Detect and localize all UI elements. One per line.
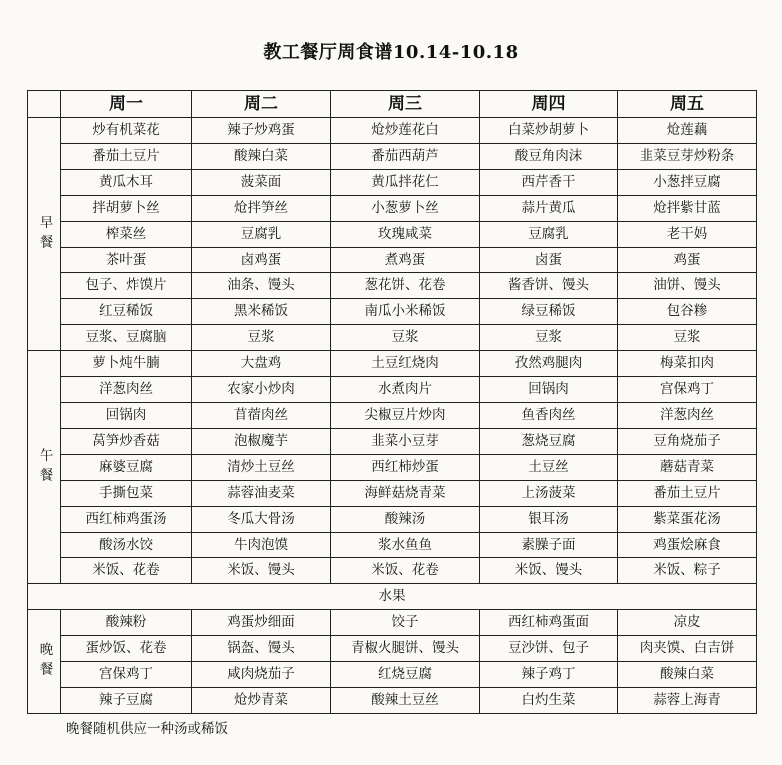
dish-cell: 豆腐乳 [480, 221, 618, 247]
lunch-label: 午餐 [28, 351, 61, 584]
dish-cell: 银耳汤 [480, 506, 618, 532]
menu-table [27, 90, 757, 714]
dish-cell: 凉皮 [618, 610, 757, 636]
dish-cell: 酸豆角肉沫 [480, 143, 618, 169]
dish-cell: 拌胡萝卜丝 [61, 195, 192, 221]
dish-cell: 孜然鸡腿肉 [480, 351, 618, 377]
dish-cell: 小葱萝卜丝 [331, 195, 480, 221]
lunch-row [28, 428, 757, 454]
dish-cell: 鸡蛋 [618, 247, 757, 273]
dish-cell: 手撕包菜 [61, 480, 192, 506]
dish-cell: 锅盔、馒头 [192, 636, 331, 662]
dish-cell: 泡椒魔芋 [192, 428, 331, 454]
dish-cell: 玫瑰咸菜 [331, 221, 480, 247]
dish-cell: 黑米稀饭 [192, 299, 331, 325]
dish-cell: 包子、炸馍片 [61, 273, 192, 299]
dish-cell: 西红柿炒蛋 [331, 454, 480, 480]
dish-cell: 西红柿鸡蛋汤 [61, 506, 192, 532]
dish-cell: 黄瓜木耳 [61, 169, 192, 195]
breakfast-row [28, 299, 757, 325]
dish-cell: 茶叶蛋 [61, 247, 192, 273]
dish-cell: 大盘鸡 [192, 351, 331, 377]
dish-cell: 煮鸡蛋 [331, 247, 480, 273]
fruit-row [28, 584, 757, 610]
dish-cell: 洋葱肉丝 [61, 377, 192, 403]
dish-cell: 素臊子面 [480, 532, 618, 558]
dish-cell: 葱花饼、花卷 [331, 273, 480, 299]
dish-cell: 番茄土豆片 [618, 480, 757, 506]
breakfast-row [28, 118, 757, 144]
dish-cell: 农家小炒肉 [192, 377, 331, 403]
dish-cell: 蒜片黄瓜 [480, 195, 618, 221]
dish-cell: 红烧豆腐 [331, 662, 480, 688]
dish-cell: 回锅肉 [61, 402, 192, 428]
dish-cell: 南瓜小米稀饭 [331, 299, 480, 325]
dish-cell: 豆沙饼、包子 [480, 636, 618, 662]
dish-cell: 蒜蓉上海青 [618, 687, 757, 713]
day-header: 周五 [618, 91, 757, 118]
dish-cell: 番茄土豆片 [61, 143, 192, 169]
dish-cell: 小葱拌豆腐 [618, 169, 757, 195]
breakfast-row [28, 247, 757, 273]
dish-cell: 油条、馒头 [192, 273, 331, 299]
dish-cell: 炝拌笋丝 [192, 195, 331, 221]
dish-cell: 苜蓿肉丝 [192, 402, 331, 428]
corner-cell [28, 91, 61, 118]
dish-cell: 土豆丝 [480, 454, 618, 480]
dish-cell: 辣子炒鸡蛋 [192, 118, 331, 144]
dish-cell: 牛肉泡馍 [192, 532, 331, 558]
lunch-row [28, 351, 757, 377]
dish-cell: 紫菜蛋花汤 [618, 506, 757, 532]
dinner-row [28, 610, 757, 636]
dish-cell: 豆腐乳 [192, 221, 331, 247]
dish-cell: 米饭、粽子 [618, 558, 757, 584]
dish-cell: 米饭、花卷 [331, 558, 480, 584]
day-header: 周三 [331, 91, 480, 118]
dish-cell: 绿豆稀饭 [480, 299, 618, 325]
dish-cell: 炒有机菜花 [61, 118, 192, 144]
dish-cell: 青椒火腿饼、馒头 [331, 636, 480, 662]
dish-cell: 酸辣白菜 [192, 143, 331, 169]
dish-cell: 饺子 [331, 610, 480, 636]
dish-cell: 鱼香肉丝 [480, 402, 618, 428]
dish-cell: 冬瓜大骨汤 [192, 506, 331, 532]
dish-cell: 炝莲藕 [618, 118, 757, 144]
dish-cell: 蒜蓉油麦菜 [192, 480, 331, 506]
dish-cell: 榨菜丝 [61, 221, 192, 247]
dish-cell: 西红柿鸡蛋面 [480, 610, 618, 636]
dish-cell: 黄瓜拌花仁 [331, 169, 480, 195]
lunch-row [28, 402, 757, 428]
dish-cell: 豆浆 [192, 325, 331, 351]
dish-cell: 豆浆 [618, 325, 757, 351]
breakfast-label: 早餐 [28, 118, 61, 351]
dish-cell: 炝拌紫甘蓝 [618, 195, 757, 221]
dish-cell: 豆浆 [480, 325, 618, 351]
dish-cell: 豆浆、豆腐脑 [61, 325, 192, 351]
dish-cell: 麻婆豆腐 [61, 454, 192, 480]
dish-cell: 酸辣土豆丝 [331, 687, 480, 713]
dish-cell: 尖椒豆片炒肉 [331, 402, 480, 428]
dish-cell: 酸汤水饺 [61, 532, 192, 558]
dish-cell: 豆浆 [331, 325, 480, 351]
dish-cell: 清炒土豆丝 [192, 454, 331, 480]
dish-cell: 白菜炒胡萝卜 [480, 118, 618, 144]
dish-cell: 上汤菠菜 [480, 480, 618, 506]
dish-cell: 莴笋炒香菇 [61, 428, 192, 454]
dish-cell: 酸辣白菜 [618, 662, 757, 688]
breakfast-row [28, 169, 757, 195]
dish-cell: 西芹香干 [480, 169, 618, 195]
lunch-row [28, 506, 757, 532]
dish-cell: 咸肉烧茄子 [192, 662, 331, 688]
dish-cell: 包谷糁 [618, 299, 757, 325]
dish-cell: 老干妈 [618, 221, 757, 247]
dish-cell: 鸡蛋烩麻食 [618, 532, 757, 558]
dish-cell: 炝炒青菜 [192, 687, 331, 713]
dish-cell: 鸡蛋炒细面 [192, 610, 331, 636]
dinner-row [28, 662, 757, 688]
dish-cell: 宫保鸡丁 [618, 377, 757, 403]
dish-cell: 米饭、馒头 [480, 558, 618, 584]
lunch-row [28, 377, 757, 403]
dinner-row [28, 636, 757, 662]
lunch-row [28, 454, 757, 480]
lunch-row [28, 532, 757, 558]
dish-cell: 水煮肉片 [331, 377, 480, 403]
dish-cell: 萝卜炖牛腩 [61, 351, 192, 377]
lunch-row [28, 558, 757, 584]
breakfast-row [28, 143, 757, 169]
dish-cell: 辣子鸡丁 [480, 662, 618, 688]
day-header: 周一 [61, 91, 192, 118]
day-header: 周四 [480, 91, 618, 118]
dinner-row [28, 687, 757, 713]
dish-cell: 米饭、馒头 [192, 558, 331, 584]
breakfast-row [28, 325, 757, 351]
page-title: 教工餐厅周食谱10.14-10.18 [263, 42, 519, 63]
dish-cell: 米饭、花卷 [61, 558, 192, 584]
dish-cell: 酱香饼、馒头 [480, 273, 618, 299]
dish-cell: 油饼、馒头 [618, 273, 757, 299]
dish-cell: 海鲜菇烧青菜 [331, 480, 480, 506]
dinner-label: 晚餐 [28, 610, 61, 714]
dish-cell: 辣子豆腐 [61, 687, 192, 713]
dish-cell: 浆水鱼鱼 [331, 532, 480, 558]
dish-cell: 宫保鸡丁 [61, 662, 192, 688]
dish-cell: 韭菜小豆芽 [331, 428, 480, 454]
lunch-row [28, 480, 757, 506]
dish-cell: 肉夹馍、白吉饼 [618, 636, 757, 662]
breakfast-row [28, 273, 757, 299]
dish-cell: 梅菜扣肉 [618, 351, 757, 377]
dish-cell: 葱烧豆腐 [480, 428, 618, 454]
dish-cell: 土豆红烧肉 [331, 351, 480, 377]
dish-cell: 洋葱肉丝 [618, 402, 757, 428]
dish-cell: 菠菜面 [192, 169, 331, 195]
dish-cell: 蛋炒饭、花卷 [61, 636, 192, 662]
dish-cell: 豆角烧茄子 [618, 428, 757, 454]
dish-cell: 酸辣粉 [61, 610, 192, 636]
dish-cell: 卤蛋 [480, 247, 618, 273]
header-row [28, 91, 757, 118]
fruit-cell: 水果 [28, 584, 757, 610]
dish-cell: 蘑菇青菜 [618, 454, 757, 480]
dish-cell: 韭菜豆芽炒粉条 [618, 143, 757, 169]
dish-cell: 红豆稀饭 [61, 299, 192, 325]
dish-cell: 白灼生菜 [480, 687, 618, 713]
dish-cell: 番茄西葫芦 [331, 143, 480, 169]
dish-cell: 卤鸡蛋 [192, 247, 331, 273]
day-header: 周二 [192, 91, 331, 118]
breakfast-row [28, 195, 757, 221]
breakfast-row [28, 221, 757, 247]
dish-cell: 回锅肉 [480, 377, 618, 403]
dish-cell: 炝炒莲花白 [331, 118, 480, 144]
footnote: 晚餐随机供应一种汤或稀饭 [66, 721, 228, 737]
dish-cell: 酸辣汤 [331, 506, 480, 532]
